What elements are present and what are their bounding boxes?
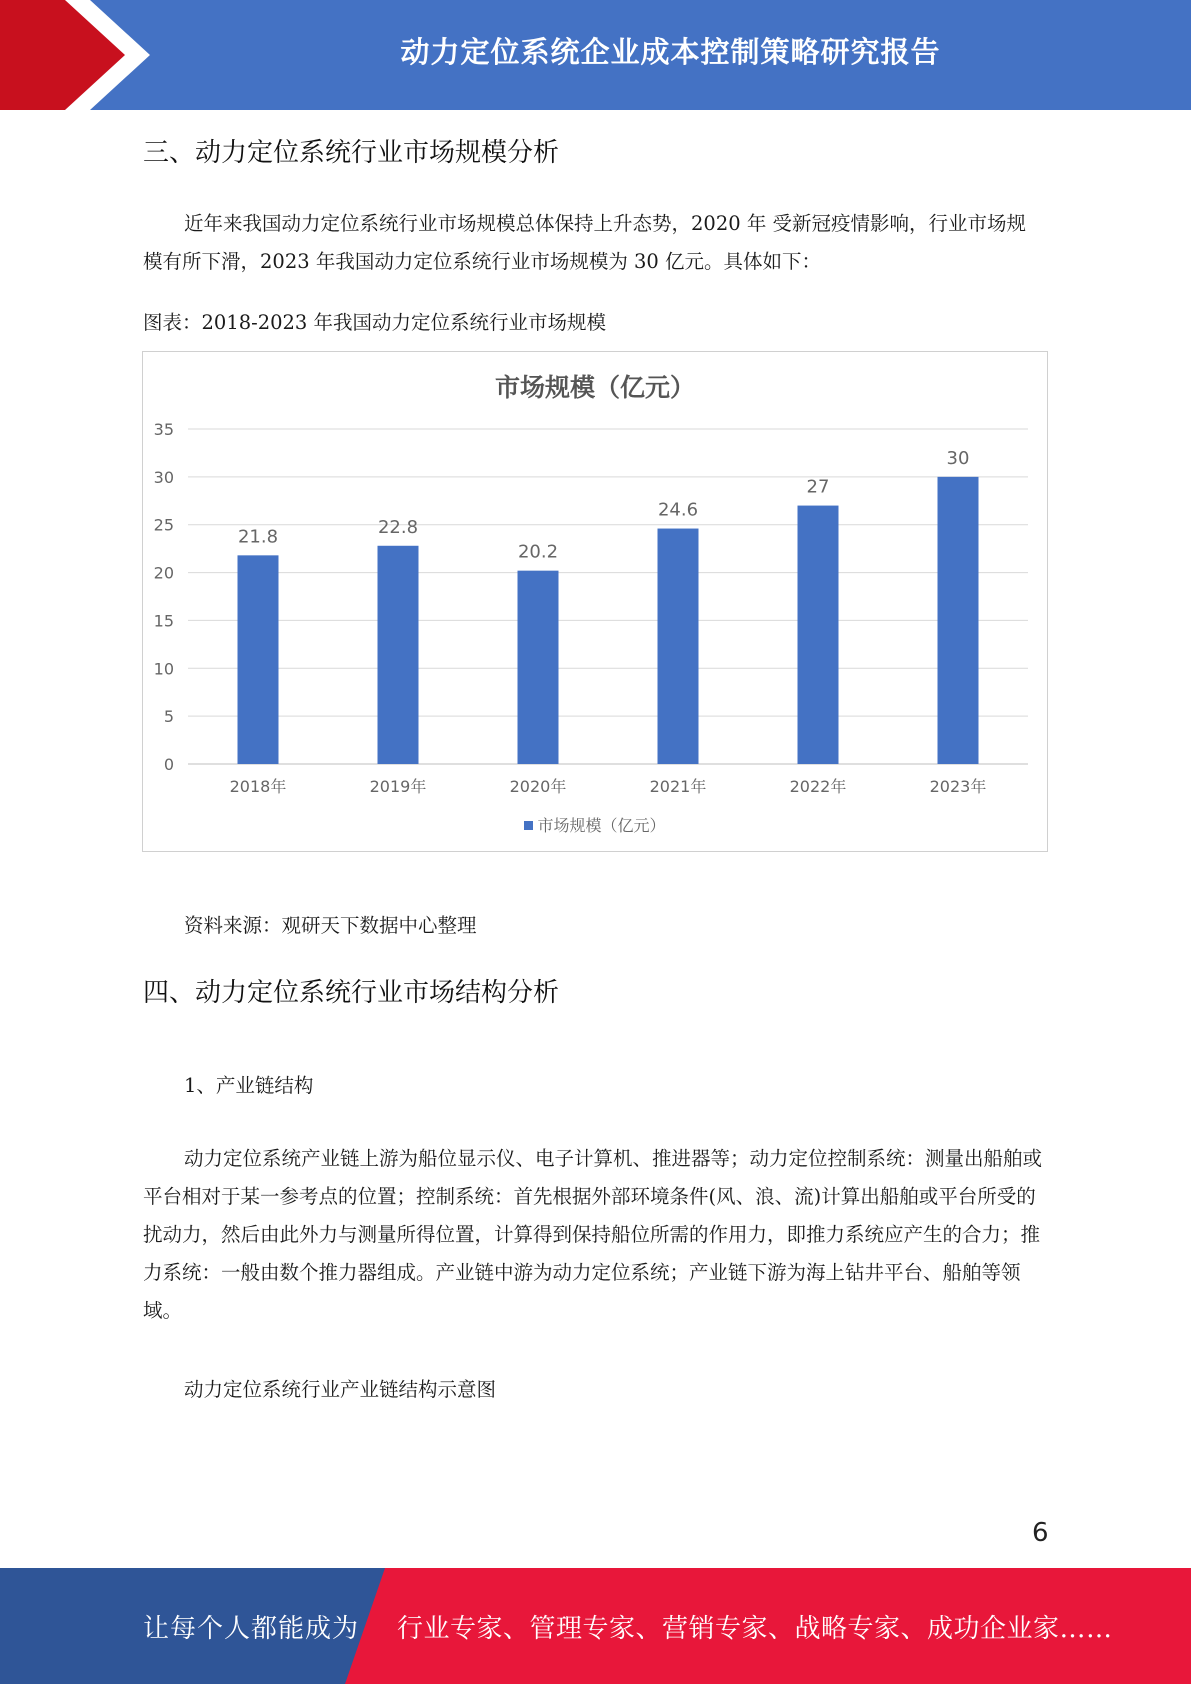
subheading-industry-chain: 1、产业链结构: [184, 1074, 314, 1097]
page-header: [0, 0, 1191, 110]
section-heading-market-size: 三、动力定位系统行业市场规模分析: [143, 138, 560, 168]
bar: [658, 529, 699, 764]
x-category-label: 2021年: [649, 777, 707, 796]
x-category-label: 2023年: [929, 777, 987, 796]
y-tick-label: 0: [163, 755, 174, 774]
x-category-label: 2022年: [789, 777, 847, 796]
market-size-paragraph: 近年来我国动力定位系统行业市场规模总体保持上升态势，2020 年 受新冠疫情影响，行业市场规模有所下滑，2023 年我国动力定位系统行业市场规模为 30 亿元。具体如下：: [143, 212, 1027, 273]
y-tick-label: 25: [153, 515, 174, 535]
bar: [238, 555, 279, 764]
bar: [938, 477, 979, 764]
y-tick-label: 35: [153, 420, 174, 439]
x-category-label: 2019年: [369, 777, 427, 796]
data-source-note: 资料来源：观研天下数据中心整理: [184, 914, 477, 937]
chart-title: 市场规模（亿元）: [494, 373, 695, 402]
data-label: 21.8: [237, 526, 279, 548]
data-label: 22.8: [377, 516, 419, 538]
x-category-label: 2020年: [509, 777, 567, 796]
y-tick-label: 20: [153, 563, 174, 583]
x-category-label: 2018年: [229, 777, 287, 796]
data-label: 24.6: [657, 499, 699, 521]
market-size-chart: [142, 351, 1048, 852]
section-heading-market-structure: 四、动力定位系统行业市场结构分析: [143, 978, 560, 1008]
figure-caption: 图表：2018-2023 年我国动力定位系统行业市场规模: [143, 311, 607, 334]
footer-slogan-left: 让每个人都能成为: [143, 1613, 360, 1644]
page-footer: [0, 1568, 1191, 1684]
page-number: 6: [1032, 1518, 1049, 1548]
report-title: 动力定位系统企业成本控制策略研究报告: [400, 34, 941, 69]
y-tick-label: 5: [163, 707, 174, 727]
chart-plot: [143, 352, 1049, 853]
bar: [518, 571, 559, 764]
bar: [798, 506, 839, 764]
industry-chain-paragraph: 动力定位系统产业链上游为船位显示仪、电子计算机、推进器等；动力定位控制系统：测量出船舶或平台相对于某一参考点的位置；控制系统：首先根据外部环境条件(风、浪、流)计算出船舶或平台所受的扰动力，然后由此外力与测量所得位置，计算得到保持船位所需的作用力，即推力系统应产生的合力；推力系统：一般由数个推力器组成。产业链中游为动力定位系统；产业链下游为海上钻井平台、船舶等领域。: [143, 1147, 1043, 1322]
bar: [378, 546, 419, 764]
data-label: 30: [946, 447, 970, 469]
diagram-caption: 动力定位系统行业产业链结构示意图: [184, 1378, 497, 1401]
legend-swatch: [524, 821, 533, 830]
y-tick-label: 30: [153, 467, 174, 487]
y-tick-label: 10: [153, 659, 174, 679]
y-tick-label: 15: [153, 611, 174, 631]
data-label: 20.2: [517, 541, 559, 563]
data-label: 27: [806, 476, 830, 498]
legend-label: 市场规模（亿元）: [537, 816, 666, 835]
chart-legend: [143, 813, 1047, 836]
footer-slogan-right: 行业专家、管理专家、营销专家、战略专家、成功企业家……: [397, 1613, 1113, 1644]
